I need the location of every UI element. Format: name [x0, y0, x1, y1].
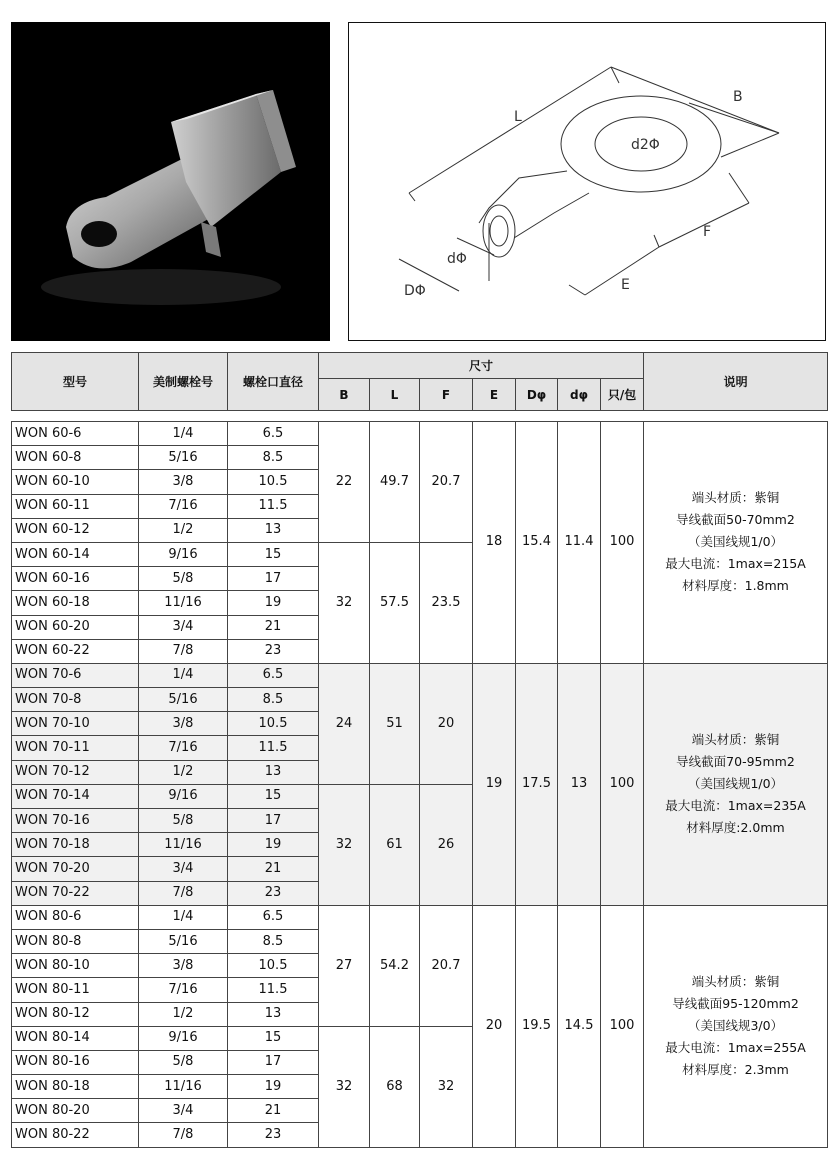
- note-line: 材料厚度：2.3mm: [682, 1062, 789, 1078]
- model-cell: WON 80-16: [12, 1050, 139, 1074]
- header-us-stud: 美制螺栓号: [139, 353, 228, 411]
- stud-diameter-cell: 11.5: [228, 978, 319, 1002]
- dim-L-cell: 54.2: [370, 905, 420, 1026]
- stud-diameter-cell: 15: [228, 542, 319, 566]
- model-cell: WON 60-8: [12, 446, 139, 470]
- stud-diameter-cell: 21: [228, 1099, 319, 1123]
- note-line: 导线截面95-120mm2: [672, 996, 799, 1012]
- model-cell: WON 60-18: [12, 591, 139, 615]
- us-stud-cell: 1/2: [139, 1002, 228, 1026]
- stud-diameter-cell: 17: [228, 567, 319, 591]
- us-stud-cell: 5/8: [139, 567, 228, 591]
- model-cell: WON 60-10: [12, 470, 139, 494]
- dim-L-cell: 68: [370, 1026, 420, 1147]
- dim-B-cell: 24: [319, 663, 370, 784]
- us-stud-cell: 5/16: [139, 446, 228, 470]
- label-E: E: [621, 277, 630, 293]
- stud-diameter-cell: 8.5: [228, 446, 319, 470]
- dimension-diagram: [348, 22, 826, 341]
- dim-F-cell: 20: [420, 663, 473, 784]
- stud-diameter-cell: 6.5: [228, 905, 319, 929]
- dim-E-cell: 19: [473, 663, 516, 905]
- stud-diameter-cell: 19: [228, 1075, 319, 1099]
- dim-D-cell: 15.4: [516, 422, 558, 664]
- dim-D-cell: 17.5: [516, 663, 558, 905]
- dim-E-cell: 18: [473, 422, 516, 664]
- model-cell: WON 60-6: [12, 422, 139, 446]
- note-cell: [644, 663, 828, 905]
- model-cell: WON 70-14: [12, 784, 139, 808]
- stud-diameter-cell: 15: [228, 784, 319, 808]
- dim-d-cell: 13: [558, 663, 601, 905]
- us-stud-cell: 7/16: [139, 978, 228, 1002]
- us-stud-cell: 3/4: [139, 615, 228, 639]
- spec-table-header: [11, 352, 828, 411]
- stud-diameter-cell: 21: [228, 615, 319, 639]
- stud-diameter-cell: 17: [228, 809, 319, 833]
- stud-diameter-cell: 15: [228, 1026, 319, 1050]
- label-d2: d2Φ: [631, 137, 660, 153]
- header-dim-pack: 只/包: [601, 379, 644, 411]
- us-stud-cell: 1/2: [139, 518, 228, 542]
- label-d: dΦ: [447, 251, 467, 267]
- model-cell: WON 80-6: [12, 905, 139, 929]
- stud-diameter-cell: 6.5: [228, 663, 319, 687]
- model-cell: WON 70-22: [12, 881, 139, 905]
- us-stud-cell: 9/16: [139, 542, 228, 566]
- dim-L-cell: 49.7: [370, 422, 420, 543]
- pack-qty-cell: 100: [601, 422, 644, 664]
- model-cell: WON 80-20: [12, 1099, 139, 1123]
- note-line: （美国线规1/0）: [687, 776, 784, 792]
- us-stud-cell: 1/4: [139, 663, 228, 687]
- dim-B-cell: 32: [319, 1026, 370, 1147]
- us-stud-cell: 7/8: [139, 881, 228, 905]
- header-dim-F: F: [420, 379, 473, 411]
- header-size: 尺寸: [319, 353, 644, 379]
- label-D: DΦ: [404, 283, 426, 299]
- product-photo: [11, 22, 330, 341]
- us-stud-cell: 3/8: [139, 954, 228, 978]
- model-cell: WON 60-11: [12, 494, 139, 518]
- header-dim-L: L: [370, 379, 420, 411]
- table-row: [12, 905, 828, 929]
- dim-d-cell: 14.5: [558, 905, 601, 1147]
- note-line: 端头材质：紫铜: [691, 732, 780, 748]
- model-cell: WON 70-16: [12, 809, 139, 833]
- stud-diameter-cell: 21: [228, 857, 319, 881]
- stud-diameter-cell: 23: [228, 639, 319, 663]
- model-cell: WON 70-11: [12, 736, 139, 760]
- label-F: F: [703, 224, 712, 240]
- dim-E-cell: 20: [473, 905, 516, 1147]
- label-L: L: [514, 109, 522, 125]
- spec-table-body: [11, 421, 828, 1148]
- dim-F-cell: 32: [420, 1026, 473, 1147]
- us-stud-cell: 5/8: [139, 809, 228, 833]
- header-dim-E: E: [473, 379, 516, 411]
- note-line: （美国线规3/0）: [687, 1018, 784, 1034]
- dim-L-cell: 61: [370, 784, 420, 905]
- us-stud-cell: 3/8: [139, 712, 228, 736]
- stud-diameter-cell: 11.5: [228, 736, 319, 760]
- dim-F-cell: 20.7: [420, 422, 473, 543]
- note-line: 最大电流：1max=235A: [665, 798, 806, 814]
- us-stud-cell: 11/16: [139, 591, 228, 615]
- note-line: 材料厚度：1.8mm: [682, 578, 789, 594]
- note-cell: [644, 422, 828, 664]
- model-cell: WON 60-16: [12, 567, 139, 591]
- model-cell: WON 60-20: [12, 615, 139, 639]
- model-cell: WON 70-6: [12, 663, 139, 687]
- dim-B-cell: 32: [319, 784, 370, 905]
- label-B: B: [733, 89, 743, 105]
- dim-L-cell: 57.5: [370, 542, 420, 663]
- model-cell: WON 80-12: [12, 1002, 139, 1026]
- header-dim-d: dφ: [558, 379, 601, 411]
- header-dim-D: Dφ: [516, 379, 558, 411]
- us-stud-cell: 11/16: [139, 1075, 228, 1099]
- dim-F-cell: 26: [420, 784, 473, 905]
- stud-diameter-cell: 23: [228, 1123, 319, 1147]
- stud-diameter-cell: 11.5: [228, 494, 319, 518]
- note-line: 端头材质：紫铜: [691, 490, 780, 506]
- stud-diameter-cell: 13: [228, 518, 319, 542]
- us-stud-cell: 3/4: [139, 1099, 228, 1123]
- us-stud-cell: 5/16: [139, 929, 228, 953]
- stud-diameter-cell: 10.5: [228, 954, 319, 978]
- note-line: 最大电流：1max=215A: [665, 556, 806, 572]
- note-line: 材料厚度:2.0mm: [686, 820, 785, 836]
- stud-diameter-cell: 23: [228, 881, 319, 905]
- pack-qty-cell: 100: [601, 905, 644, 1147]
- stud-diameter-cell: 19: [228, 833, 319, 857]
- us-stud-cell: 1/4: [139, 905, 228, 929]
- us-stud-cell: 7/16: [139, 494, 228, 518]
- model-cell: WON 70-12: [12, 760, 139, 784]
- us-stud-cell: 3/8: [139, 470, 228, 494]
- dim-D-cell: 19.5: [516, 905, 558, 1147]
- header-stud-diameter: 螺栓口直径: [228, 353, 319, 411]
- dim-d-cell: 11.4: [558, 422, 601, 664]
- us-stud-cell: 3/4: [139, 857, 228, 881]
- note-cell: [644, 905, 828, 1147]
- header-note: 说明: [644, 353, 828, 411]
- model-cell: WON 80-10: [12, 954, 139, 978]
- stud-diameter-cell: 8.5: [228, 688, 319, 712]
- note-line: 导线截面70-95mm2: [676, 754, 795, 770]
- model-cell: WON 80-8: [12, 929, 139, 953]
- us-stud-cell: 7/16: [139, 736, 228, 760]
- us-stud-cell: 5/16: [139, 688, 228, 712]
- stud-diameter-cell: 10.5: [228, 470, 319, 494]
- stud-diameter-cell: 13: [228, 760, 319, 784]
- model-cell: WON 80-11: [12, 978, 139, 1002]
- stud-diameter-cell: 13: [228, 1002, 319, 1026]
- model-cell: WON 80-14: [12, 1026, 139, 1050]
- table-row: [12, 663, 828, 687]
- model-cell: WON 60-14: [12, 542, 139, 566]
- model-cell: WON 70-8: [12, 688, 139, 712]
- model-cell: WON 70-10: [12, 712, 139, 736]
- stud-diameter-cell: 8.5: [228, 929, 319, 953]
- header-dim-B: B: [319, 379, 370, 411]
- model-cell: WON 60-12: [12, 518, 139, 542]
- model-cell: WON 70-18: [12, 833, 139, 857]
- us-stud-cell: 1/4: [139, 422, 228, 446]
- dim-B-cell: 22: [319, 422, 370, 543]
- dim-B-cell: 27: [319, 905, 370, 1026]
- stud-diameter-cell: 17: [228, 1050, 319, 1074]
- note-line: （美国线规1/0）: [687, 534, 784, 550]
- dim-L-cell: 51: [370, 663, 420, 784]
- model-cell: WON 60-22: [12, 639, 139, 663]
- header-model: 型号: [12, 353, 139, 411]
- dim-F-cell: 20.7: [420, 905, 473, 1026]
- model-cell: WON 80-18: [12, 1075, 139, 1099]
- stud-diameter-cell: 10.5: [228, 712, 319, 736]
- note-line: 最大电流：1max=255A: [665, 1040, 806, 1056]
- dim-F-cell: 23.5: [420, 542, 473, 663]
- dim-B-cell: 32: [319, 542, 370, 663]
- us-stud-cell: 9/16: [139, 784, 228, 808]
- us-stud-cell: 7/8: [139, 639, 228, 663]
- model-cell: WON 80-22: [12, 1123, 139, 1147]
- note-line: 端头材质：紫铜: [691, 974, 780, 990]
- note-line: 导线截面50-70mm2: [676, 512, 795, 528]
- model-cell: WON 70-20: [12, 857, 139, 881]
- us-stud-cell: 7/8: [139, 1123, 228, 1147]
- us-stud-cell: 5/8: [139, 1050, 228, 1074]
- stud-diameter-cell: 19: [228, 591, 319, 615]
- us-stud-cell: 9/16: [139, 1026, 228, 1050]
- us-stud-cell: 11/16: [139, 833, 228, 857]
- us-stud-cell: 1/2: [139, 760, 228, 784]
- stud-diameter-cell: 6.5: [228, 422, 319, 446]
- pack-qty-cell: 100: [601, 663, 644, 905]
- table-row: [12, 422, 828, 446]
